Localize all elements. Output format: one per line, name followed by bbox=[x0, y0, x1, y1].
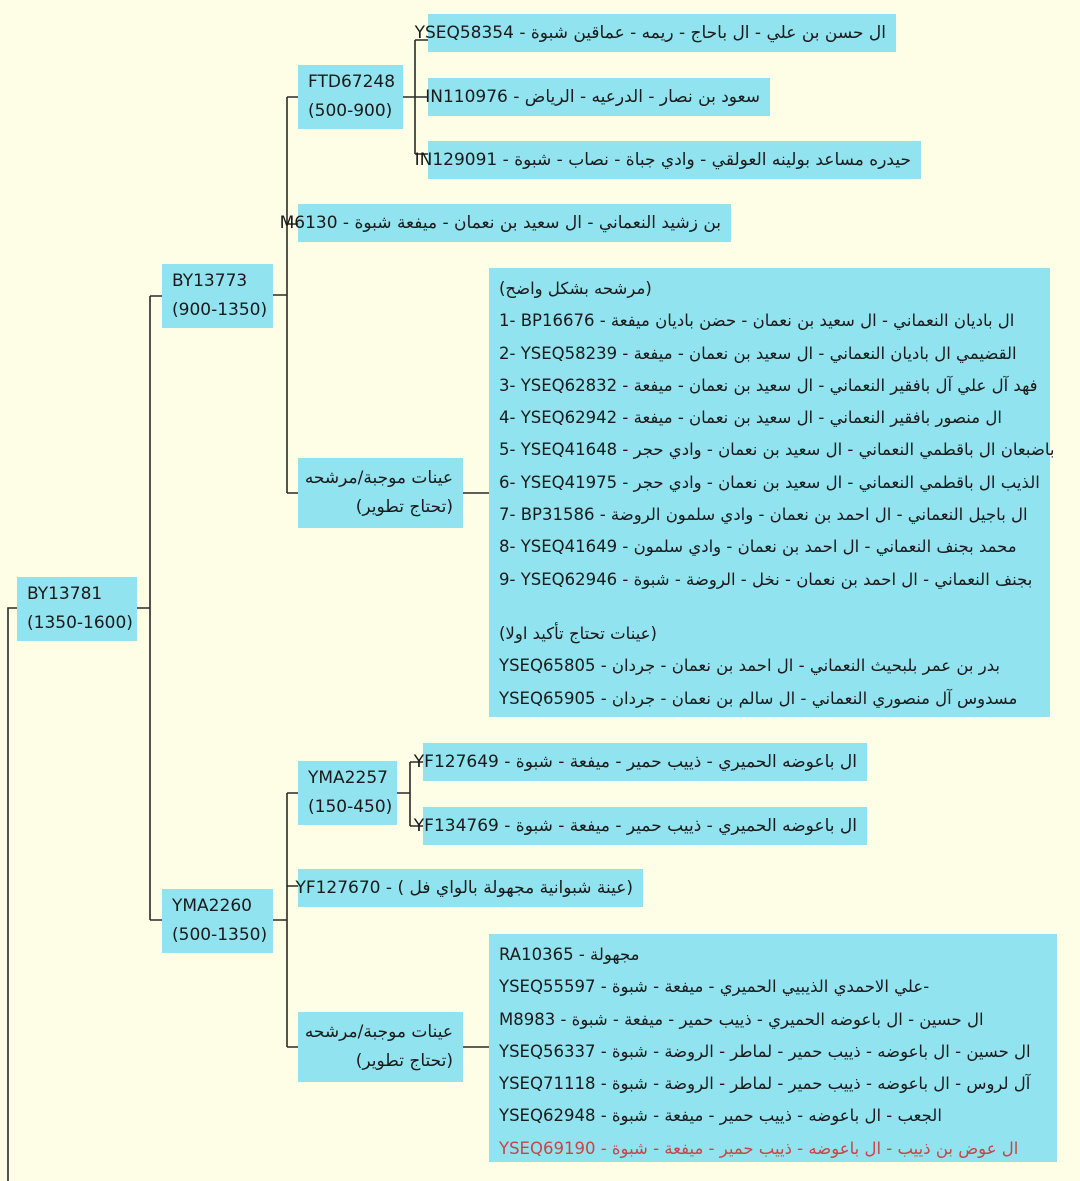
group2-samples-box bbox=[489, 934, 1057, 1162]
node-by13773-range: (900-1350) bbox=[172, 300, 268, 320]
node-by13773-id: BY13773 bbox=[172, 271, 248, 291]
connector-by13773 bbox=[273, 97, 298, 493]
leaf-ysq58354-text: ال حسن بن علي - ال باحاج - ريمه - عماقين شبوة - YSEQ58354 bbox=[414, 22, 886, 43]
leaf-yf127649[interactable] bbox=[413, 743, 867, 781]
node-yma2260-range: (500-1350) bbox=[172, 925, 268, 945]
leaf-yf134769[interactable] bbox=[413, 807, 867, 845]
node-group1-label[interactable] bbox=[298, 458, 463, 528]
sample-item: YSEQ65805 - بدر بن عمر بلبحيث النعماني - ال احمد بن نعمان - جردان bbox=[499, 656, 1000, 676]
group1-header-confirm: (عينات تحتاج تأكيد اولا) bbox=[499, 623, 657, 643]
node-ftd67248-range: (500-900) bbox=[308, 101, 393, 121]
sample-item-highlighted: YSEQ69190 - ال عوض بن ذييب - ال باعوضه - ذييب حمير - ميفعة - شبوة bbox=[499, 1138, 1019, 1158]
node-yma2257[interactable] bbox=[298, 761, 397, 825]
leaf-in110976-text: سعود بن نصار - الدرعيه - الرياض - IN110976 bbox=[425, 86, 760, 107]
leaf-yf134769-text: ال باعوضه الحميري - ذييب حمير - ميفعة - شبوة - YF134769 bbox=[413, 815, 857, 836]
node-yma2257-id: YMA2257 bbox=[308, 768, 388, 788]
sample-item: 6- YSEQ41975 - الذيب ال باقطمي النعماني - ال سعيد بن نعمان - وادي حجر bbox=[499, 472, 1040, 492]
group1-title: عينات موجبة/مرشحه bbox=[304, 468, 453, 488]
sample-item: 8- YSEQ41649 - محمد بجنف النعماني - ال احمد بن نعمان - وادي سلمون bbox=[499, 537, 1017, 557]
leaf-yf127649-text: ال باعوضه الحميري - ذييب حمير - ميفعة - شبوة - YF127649 bbox=[413, 751, 857, 772]
connector-root bbox=[137, 296, 162, 920]
sample-item: RA10365 - مجهولة bbox=[499, 945, 640, 964]
node-ftd67248-id: FTD67248 bbox=[308, 72, 396, 92]
leaf-yf127670[interactable] bbox=[295, 869, 643, 907]
sample-item: 7- BP31586 - ال باجيل النعماني - ال احمد بن نعمان - وادي سلمون الروضة bbox=[499, 505, 1028, 525]
sample-item: YSEQ55597 - علي الاحمدي الذيبيي الحميري - ميفعة - شبوة- bbox=[499, 977, 930, 997]
leaf-in110976[interactable] bbox=[425, 78, 770, 116]
sample-item: YSEQ62948 - الجعب - ال باعوضه - ذييب حمير - ميفعة - شبوة bbox=[499, 1106, 942, 1126]
group2-subtitle: (تحتاج تطوير) bbox=[355, 1051, 453, 1071]
sample-item: 9- YSEQ62946 - بجنف النعماني - ال احمد بن نعمان - نخل - الروضة - شبوة bbox=[499, 569, 1033, 589]
node-by13781[interactable] bbox=[17, 577, 137, 641]
node-ftd67248[interactable] bbox=[298, 65, 403, 129]
sample-item: 2- YSEQ58239 - القضيمي ال باديان النعماني - ال سعيد بن نعمان - ميفعة bbox=[499, 343, 1017, 363]
node-group2-label[interactable] bbox=[298, 1012, 463, 1082]
leaf-m6130[interactable] bbox=[279, 204, 731, 242]
sample-item: YSEQ56337 - ال حسين - ال باعوضه - ذييب حمير - لماطر - الروضة - شبوة bbox=[499, 1041, 1031, 1061]
sample-item: 3- YSEQ62832 - فهد آل علي آل بافقير النعماني - ال سعيد بن نعمان - ميفعة bbox=[499, 375, 1038, 395]
node-by13781-id: BY13781 bbox=[27, 584, 103, 604]
leaf-ysq58354[interactable] bbox=[414, 14, 896, 52]
sample-item: 1- BP16676 - ال باديان النعماني - ال سعيد بن نعمان - حضن باديان ميفعة bbox=[499, 311, 1015, 331]
sample-item: YSEQ71118 - آل لروس - ال باعوضه - ذييب حمير - لماطر - الروضة - شبوة bbox=[499, 1074, 1031, 1094]
node-by13781-range: (1350-1600) bbox=[27, 613, 133, 633]
leaf-m6130-text: بن زشيد النعماني - ال سعيد بن نعمان - ميفعة شبوة - M6130 bbox=[279, 212, 721, 233]
connector-root-trunk bbox=[8, 608, 17, 1181]
sample-item: 4- YSEQ62942 - ال منصور بافقير النعماني - ال سعيد بن نعمان - ميفعة bbox=[499, 408, 1002, 428]
node-yma2260-id: YMA2260 bbox=[172, 896, 252, 916]
node-yma2260[interactable] bbox=[162, 889, 273, 953]
sample-item: YSEQ65905 - مسدوس آل منصوري النعماني - ال سالم بن نعمان - جردان bbox=[499, 688, 1018, 708]
group2-title: عينات موجبة/مرشحه bbox=[304, 1022, 453, 1042]
node-by13773[interactable] bbox=[162, 264, 273, 328]
group1-subtitle: (تحتاج تطوير) bbox=[355, 497, 453, 517]
node-yma2257-range: (150-450) bbox=[308, 797, 393, 817]
leaf-yf127670-text: (عينة شبوانية مجهولة بالواي فل ) - YF127670 bbox=[295, 877, 633, 898]
group1-header-clear: (مرشحه بشكل واضح) bbox=[499, 279, 652, 298]
connector-yma2260 bbox=[273, 793, 298, 1047]
sample-item: 5- YSEQ41648 - باضبعان ال باقطمي النعماني - ال سعيد بن نعمان - وادي حجر bbox=[499, 440, 1055, 460]
leaf-in129091[interactable] bbox=[414, 141, 921, 179]
group1-samples-box bbox=[489, 268, 1055, 717]
sample-item: M8983 - ال حسين - ال باعوضه الحميري - ذييب حمير - ميفعة - شبوة bbox=[499, 1009, 984, 1029]
leaf-in129091-text: حيدره مساعد بولينه العولقي - وادي جباة - نصاب - شبوة - IN129091 bbox=[414, 149, 911, 170]
